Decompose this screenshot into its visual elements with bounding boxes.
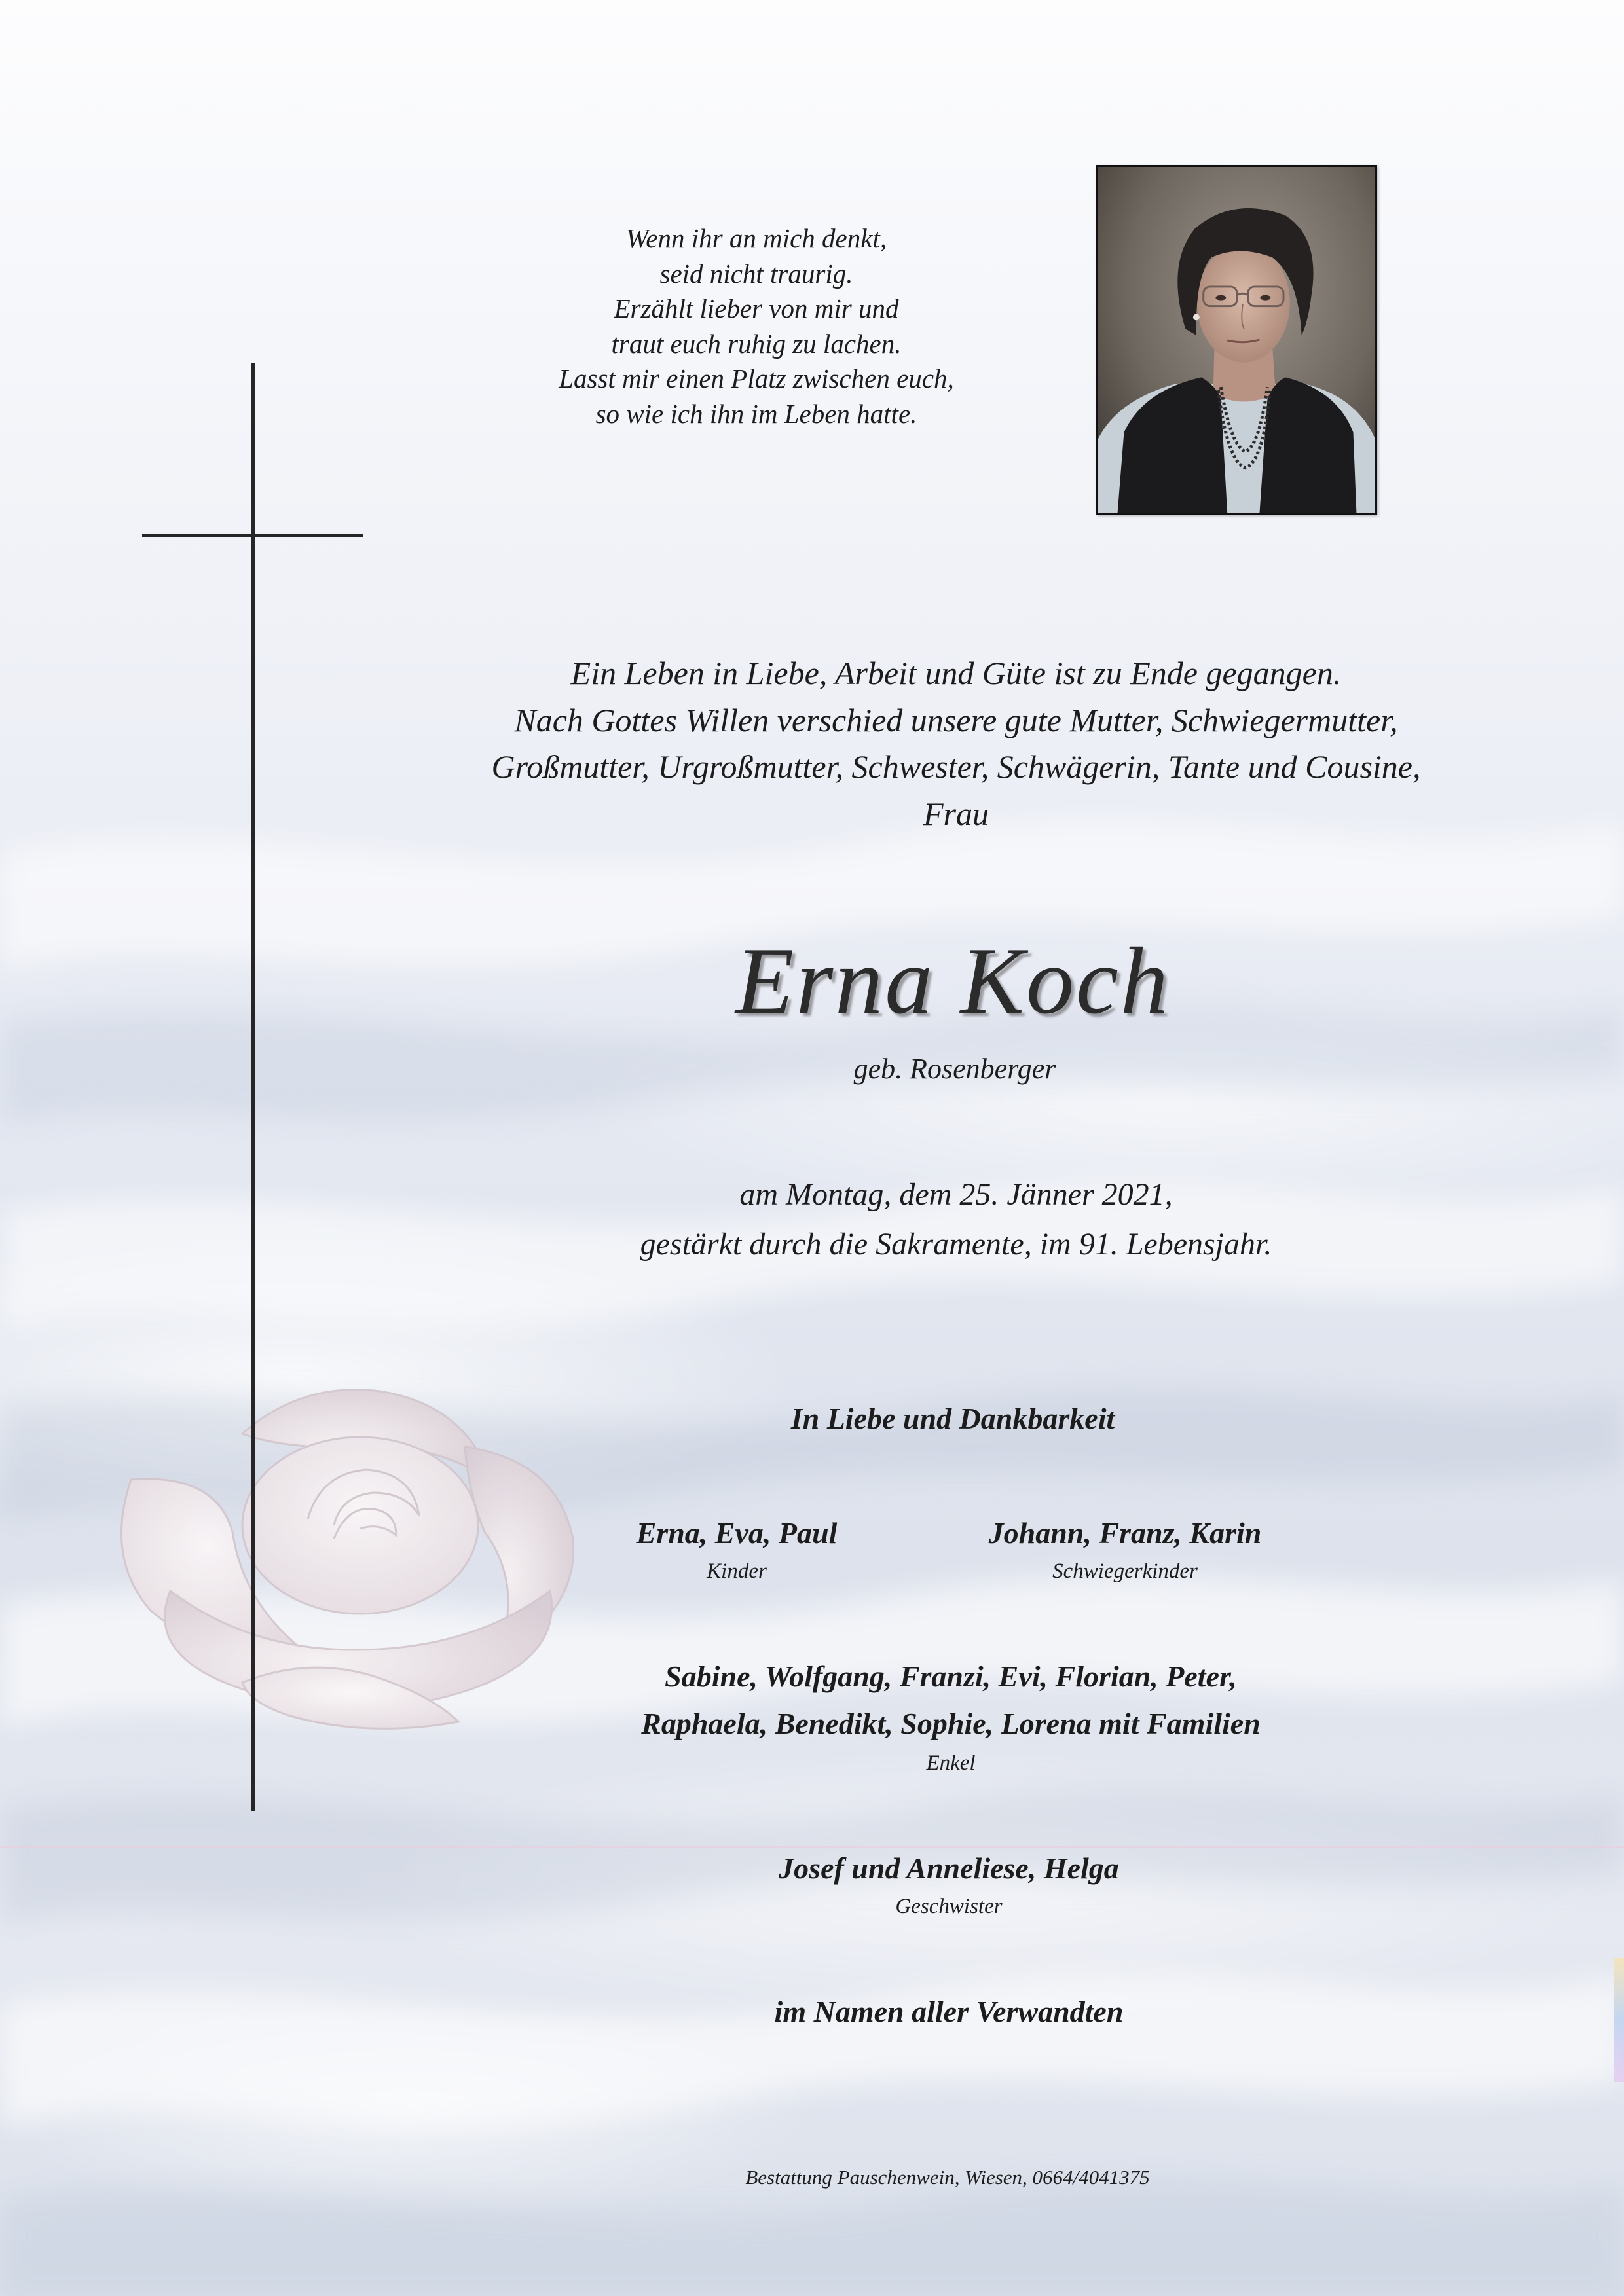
poem-line: Wenn ihr an mich denkt, — [625, 223, 887, 253]
mourner-names: Raphaela, Benedikt, Sophie, Lorena mit Familien — [641, 1706, 1261, 1740]
mourner-names: Johann, Franz, Karin — [988, 1516, 1262, 1550]
death-notice-line: gestärkt durch die Sakramente, im 91. Lebensjahr. — [640, 1227, 1272, 1262]
scan-edge-strip — [1614, 1958, 1624, 2082]
announcement-line: Ein Leben in Liebe, Arbeit und Güte ist zu Ende gegangen. — [570, 655, 1342, 691]
announcement — [301, 650, 1611, 837]
mourner-names: Josef und Anneliese, Helga — [779, 1851, 1119, 1885]
poem-line: traut euch ruhig zu lachen. — [611, 328, 902, 359]
closing-line: im Namen aller Verwandten — [774, 1995, 1124, 2028]
mourner-names: Erna, Eva, Paul — [636, 1516, 838, 1550]
poem-line: seid nicht traurig. — [659, 258, 853, 289]
mourner-relation: Kinder — [707, 1559, 767, 1583]
mourner-group-grandchildren — [296, 1653, 1606, 1779]
poem-line: Lasst mir einen Platz zwischen euch, — [559, 363, 954, 394]
mourners-heading: In Liebe und Dankbarkeit — [790, 1402, 1115, 1435]
portrait-drawing — [1098, 167, 1375, 513]
cross-horizontal-bar — [142, 534, 363, 537]
mourner-relation: Geschwister — [895, 1895, 1003, 1918]
poem-line: Erzählt lieber von mir und — [614, 293, 899, 324]
poem — [429, 221, 1084, 432]
maiden-name: geb. Rosenberger — [853, 1053, 1056, 1085]
mourner-names: Sabine, Wolfgang, Franzi, Evi, Florian, Peter, — [665, 1660, 1237, 1693]
mourner-relation: Enkel — [926, 1751, 976, 1776]
death-notice-line: am Montag, dem 25. Jänner 2021, — [739, 1177, 1173, 1212]
announcement-line: Frau — [923, 795, 989, 832]
mourner-group-siblings — [294, 1849, 1604, 1925]
undertaker-footer: Bestattung Pauschenwein, Wiesen, 0664/4041375 — [745, 2166, 1150, 2189]
portrait-photo — [1096, 165, 1377, 515]
mourner-relation: Schwiegerkinder — [1052, 1559, 1198, 1583]
death-notice — [301, 1170, 1611, 1269]
announcement-line: Großmutter, Urgroßmutter, Schwester, Schwägerin, Tante und Cousine, — [491, 748, 1421, 786]
accent-line — [0, 1846, 1624, 1848]
cross-vertical-bar — [251, 363, 255, 1811]
deceased-name: Erna Koch — [735, 928, 1170, 1034]
mourner-group-children-in-law — [863, 1514, 1387, 1590]
poem-line: so wie ich ihn im Leben hatte. — [595, 398, 917, 429]
announcement-line: Nach Gottes Willen verschied unsere gute Mutter, Schwiegermutter, — [514, 701, 1398, 738]
